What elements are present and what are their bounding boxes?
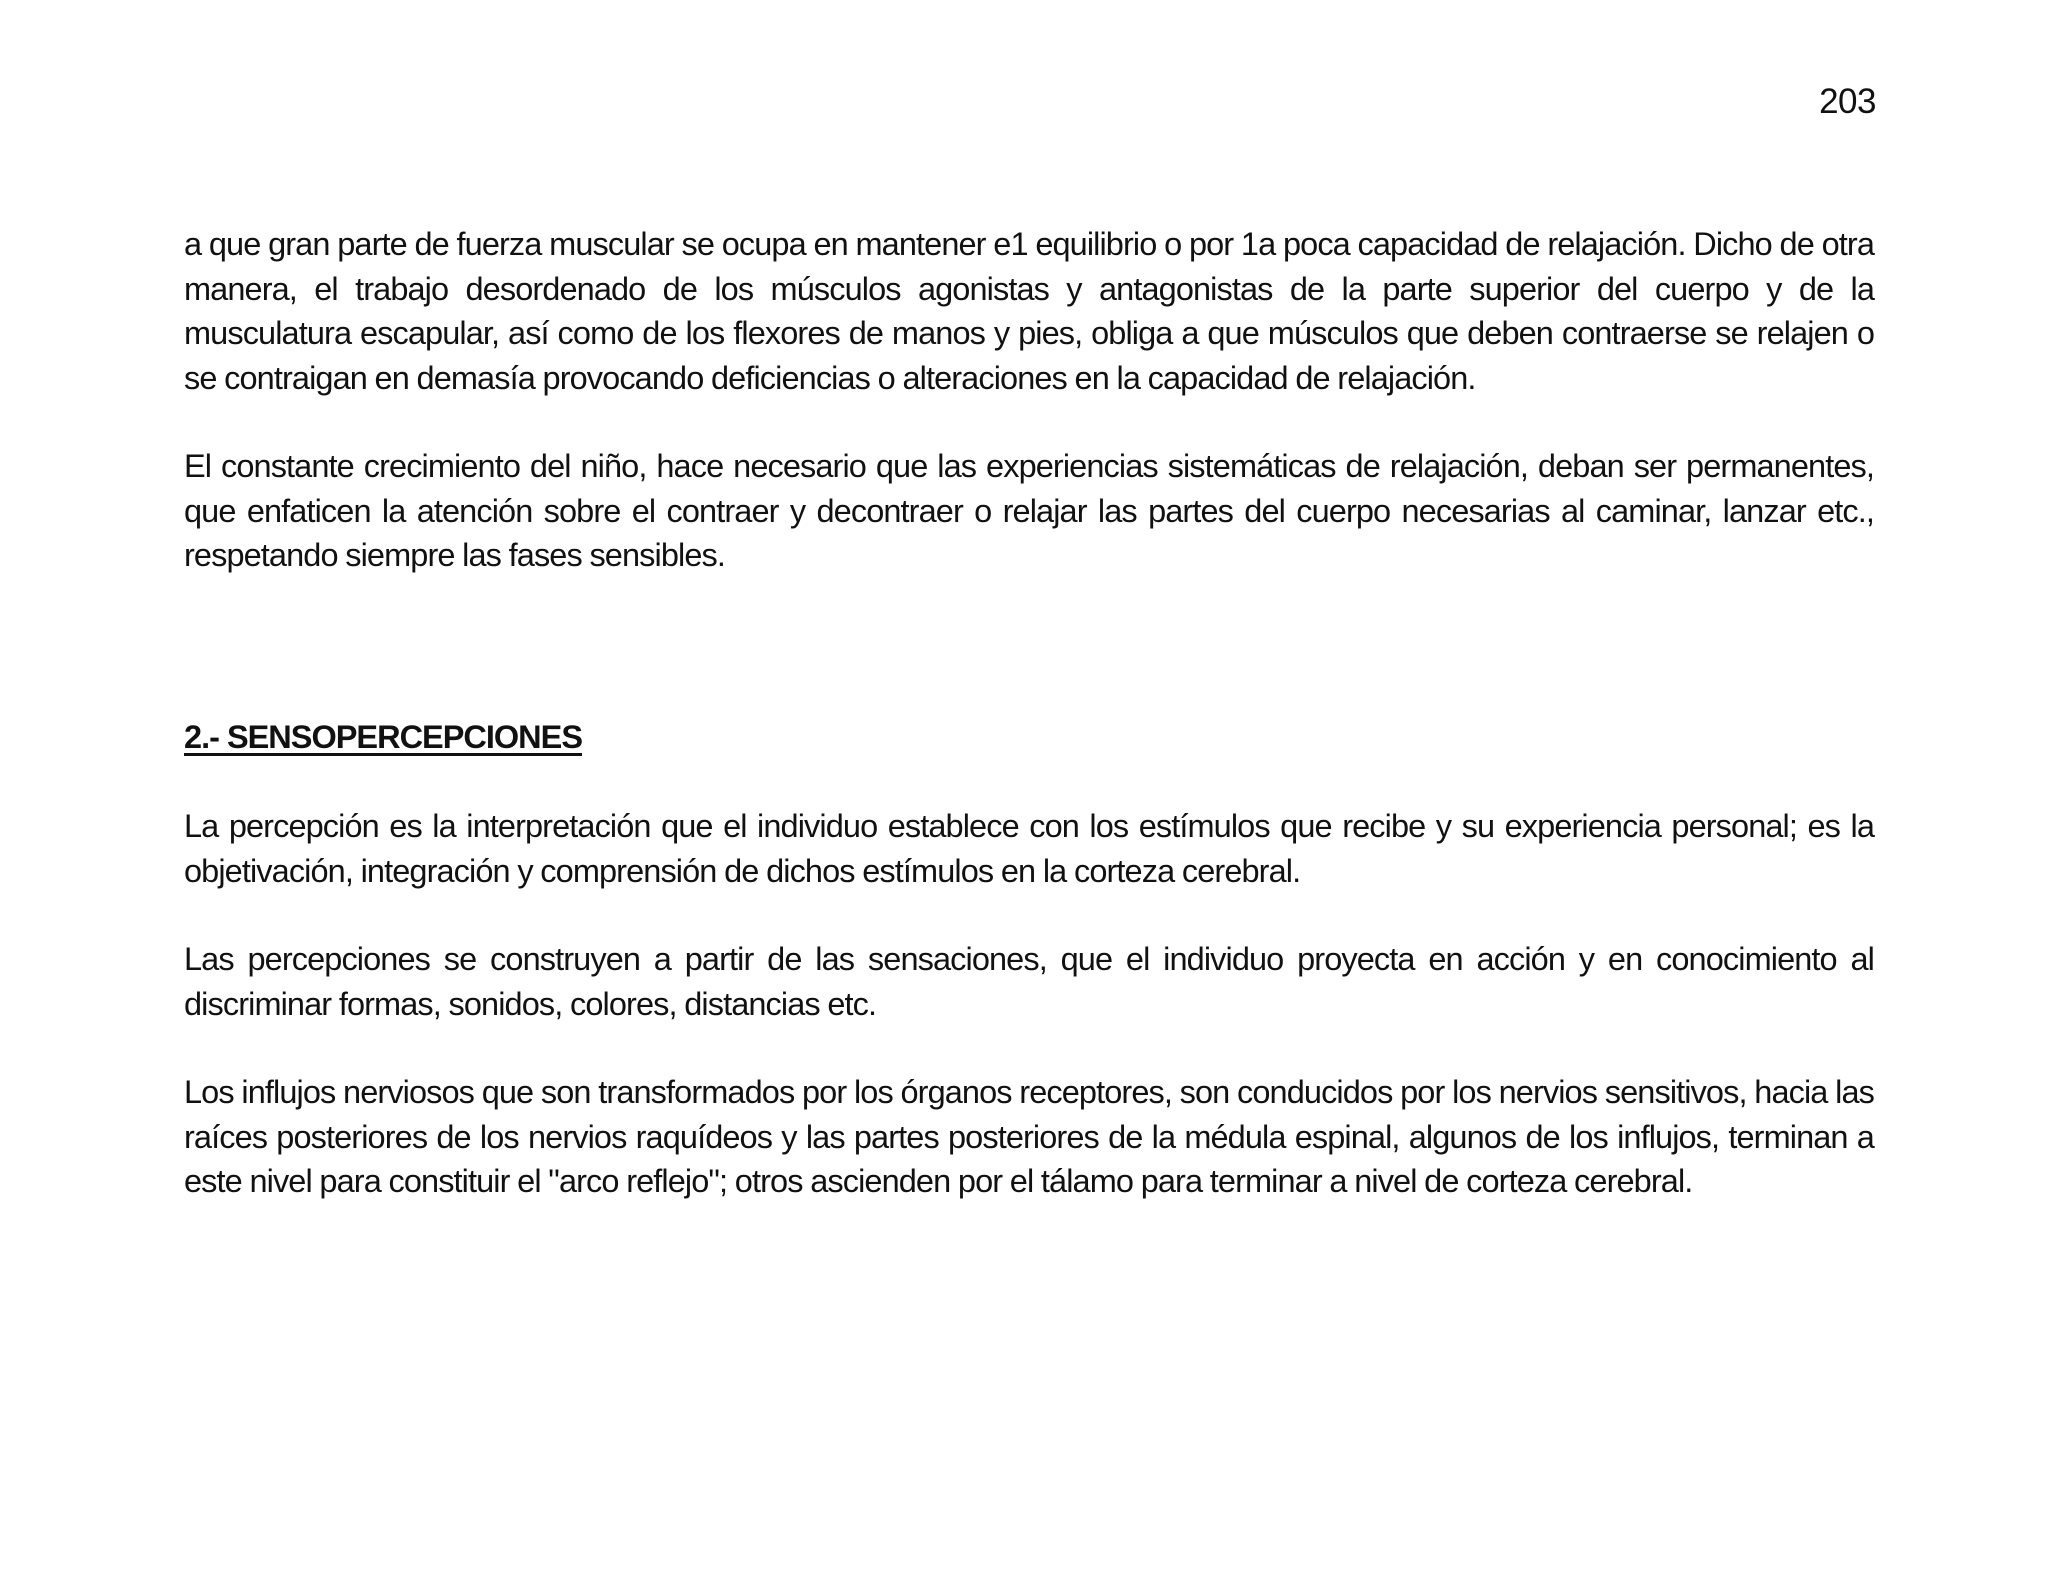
page-number: 203 [1819, 82, 1876, 121]
paragraph-spacer [184, 1026, 1874, 1070]
paragraph-spacer [184, 400, 1874, 444]
paragraph-percepcion: La percepción es la interpretación que el individuo establece con los estímulos que recibe y su experiencia personal; es la objetivación, integración y comprensión de dichos estímulos en la corteza cerebral. [184, 808, 1874, 889]
paragraph-influjos: Los influjos nerviosos que son transformados por los órganos receptores, son conducidos por los nervios sensitivos, hacia las raíces posteriores de los nervios raquídeos y las partes posteriores de la médula espinal, algunos de los influjos, terminan a este nivel para constituir el "arco reflejo"; otros ascienden por el tálamo para terminar a nivel de corteza cerebral. [184, 1074, 1874, 1199]
section-spacer [184, 578, 1874, 715]
paragraph-relajacion-continuation: a que gran parte de fuerza muscular se ocupa en mantener e1 equilibrio o por 1a poca capacidad de relajación. Dicho de otra manera, el trabajo desordenado de los músculos agonistas y antagonistas de la parte superior del cuerpo y de la musculatura escapular, así como de los flexores de manos y pies, obliga a que músculos que deben contraerse se relajen o se contraigan en demasía provocando deficiencias o alteraciones en la capacidad de relajación. [184, 226, 1874, 396]
page-body [184, 222, 1874, 1204]
paragraph-spacer [184, 893, 1874, 937]
section-heading: 2.- SENSOPERCEPCIONES [184, 718, 582, 755]
paragraph-crecimiento: El constante crecimiento del niño, hace necesario que las experiencias sistemáticas de relajación, deban ser permanentes, que enfaticen la atención sobre el contraer y decontraer o relajar las partes del cuerpo necesarias al caminar, lanzar etc., respetando siempre las fases sensibles. [184, 448, 1874, 573]
paragraph-sensaciones: Las percepciones se construyen a partir de las sensaciones, que el individuo proyecta en acción y en conocimiento al discriminar formas, sonidos, colores, distancias etc. [184, 941, 1874, 1022]
paragraph-spacer [184, 759, 1874, 804]
